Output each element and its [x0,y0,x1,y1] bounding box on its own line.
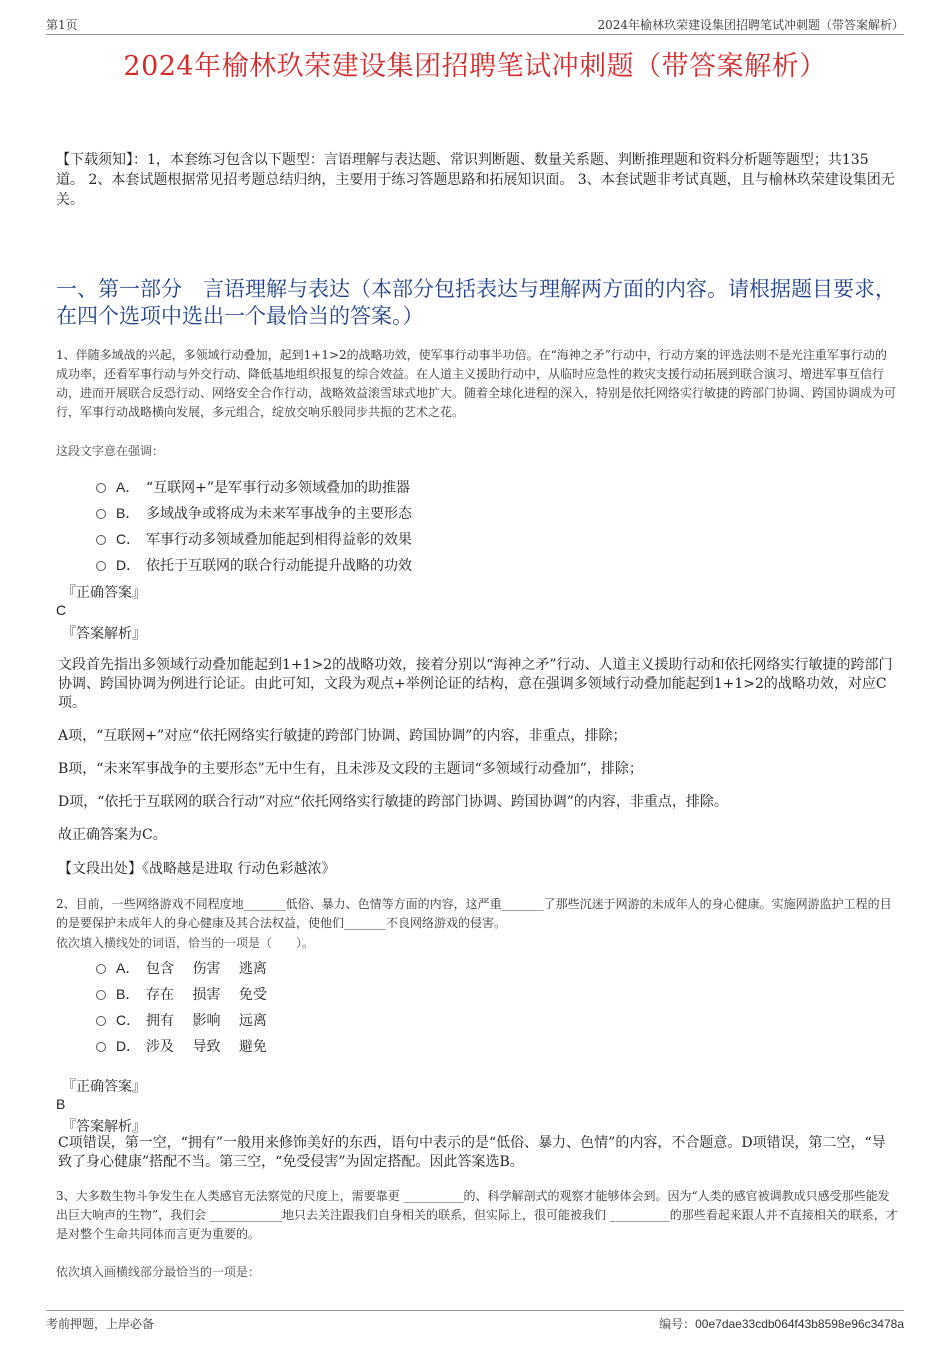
q1-answer-label: 『正确答案』 [62,585,146,601]
option-key: D． [116,1038,141,1054]
radio-icon[interactable] [96,509,106,519]
q1-analysis-b: B项，“未来军事战争的主要形态”无中生有，且未涉及文段的主题词“多领域行动叠加”，排除； [58,761,643,777]
q2-analysis: C项错误，第一空，“拥有”一般用来修饰美好的东西，语句中表示的是“低俗、暴力、色情”的内容，不合题意。D项错误，第二空，“导致了身心健康”搭配不当。第三空，“免受侵害”为固定搭配。因此答案选B。 [58,1135,886,1170]
option-text: 包含 伤害 逃离 [146,961,267,977]
option-text: 存在 损害 免受 [146,987,267,1003]
header-title: 2024年榆林玖荣建设集团招聘笔试冲刺题（带答案解析） [597,18,904,32]
q2-answer: B [56,1096,66,1112]
option-key: C． [116,1012,141,1028]
q1-source: 【文段出处】《战略越是进取 行动色彩越浓》 [58,861,336,877]
question-2-prompt: 依次填入横线处的词语，恰当的一项是（ ）。 [56,936,315,950]
option-key: C． [116,531,141,547]
radio-icon[interactable] [96,1042,106,1052]
q1-analysis-label: 『答案解析』 [62,626,146,642]
option-text: 涉及 导致 避免 [146,1039,267,1055]
page-number: 第1页 [46,18,78,32]
footer-code: 00e7dae33cdb064f43b8598e96c3478a [695,1317,904,1331]
option-key: B． [116,505,140,521]
radio-icon[interactable] [96,990,106,1000]
radio-icon[interactable] [96,1016,106,1026]
q1-analysis-a: A项，“互联网+”对应“依托网络实行敏捷的跨部门协调、跨国协调”的内容，非重点，排除； [58,728,627,744]
q1-answer: C [56,602,67,618]
question-2-text: 2、目前，一些网络游戏不同程度地_______低俗、暴力、色情等方面的内容，这严重_______了那些沉迷于网游的未成年人的身心健康。实施网游监护工程的目的是要保护未成年人的身心健康及其合法权益，使他们_______不良网络游戏的侵害。 [56,897,892,930]
option-text: 拥有 影响 远离 [146,1013,267,1029]
footer-code-label: 编号： [659,1317,696,1331]
radio-icon[interactable] [96,483,106,493]
q1-analysis-main: 文段首先指出多领域行动叠加能起到1+1>2的战略功效，接着分别以“海神之矛”行动、人道主义援助行动和依托网络实行敏捷的跨部门协调、跨国协调为例进行论证。由此可知，文段为观点+举例论证的结构，意在强调多领域行动叠加能起到1+1>2的战略功效，对应C项。 [58,657,893,711]
question-3-text: 3、大多数生物斗争发生在人类感官无法察觉的尺度上，需要靠更 __________的、科学解剖式的观察才能够体会到。因为“人类的感官被调教成只感受那些能发出巨大响声的生物”，我们会 ____________地只去关注跟我们自身相关的联系，但实际上，很可能被我们 __________的那些看起来跟人并不直接相关的联系，才是对整个生命共同体而言更为重要的。 [56,1189,898,1241]
q2-option-c[interactable] [96,1010,267,1030]
page-header [46,14,904,35]
q1-analysis-conclusion: 故正确答案为C。 [58,827,167,843]
radio-icon[interactable] [96,535,106,545]
question-3-prompt: 依次填入画横线部分最恰当的一项是： [56,1265,261,1279]
option-text: 依托于互联网的联合行动能提升战略的功效 [146,558,412,574]
option-text: 军事行动多领域叠加能起到相得益彰的效果 [146,532,412,548]
q1-analysis-d: D项，“依托于互联网的联合行动”对应“依托网络实行敏捷的跨部门协调、跨国协调”的内容，非重点，排除。 [58,794,728,810]
option-text: 多域战争或将成为未来军事战争的主要形态 [146,506,412,522]
option-key: A． [116,479,140,495]
question-1-text: 1、伴随多域战的兴起，多领域行动叠加，起到1+1>2的战略功效，使军事行动事半功倍。在“海神之矛”行动中，行动方案的评选法则不是光注重军事行动的成功率，还看军事行动与外交行动、降低基地组织报复的综合效益。在人道主义援助行动中，从临时应急性的救灾支援行动拓展到联合演习、增进军事互信行动，进而开展联合反恐行动、网络安全合作行动，战略效益滚雪球式地扩大。随着全球化进程的深入，特别是依托网络实行敏捷的跨部门协调、跨国协调成为可行，军事行动战略横向发展，多元组合，绽放交响乐般同步共振的艺术之花。 [56,348,897,419]
q2-option-b[interactable] [96,984,267,1004]
footer-code-wrap [659,1315,904,1332]
q2-option-a[interactable] [96,958,267,978]
section-title: 一、第一部分 言语理解与表达（本部分包括表达与理解两方面的内容。请根据题目要求，在四个选项中选出一个最恰当的答案。） [56,277,896,328]
radio-icon[interactable] [96,964,106,974]
document-title: 2024年榆林玖荣建设集团招聘笔试冲刺题（带答案解析） [123,51,827,82]
option-text: “互联网+”是军事行动多领域叠加的助推器 [146,480,411,496]
option-key: B． [116,986,140,1002]
option-key: A． [116,960,140,976]
q1-option-c[interactable] [96,529,412,549]
q1-option-b[interactable] [96,503,412,523]
page-footer [46,1310,904,1333]
q1-option-a[interactable] [96,477,410,497]
q2-answer-label: 『正确答案』 [62,1079,146,1095]
q1-option-d[interactable] [96,555,412,575]
footer-slogan: 考前押题，上岸必备 [46,1317,155,1331]
radio-icon[interactable] [96,561,106,571]
question-1-prompt: 这段文字意在强调： [56,444,165,458]
option-key: D． [116,557,141,573]
q2-option-d[interactable] [96,1036,267,1056]
q2-analysis-label: 『答案解析』 [62,1119,146,1135]
download-notice: 【下载须知】：1，本套练习包含以下题型：言语理解与表达题、常识判断题、数量关系题、判断推理题和资料分析题等题型；共135道。 2、本套试题根据常见招考题总结归纳，主要用于练习答题思路和拓展知识面。 3、本套试题非考试真题，且与榆林玖荣建设集团无关。 [56,152,895,208]
